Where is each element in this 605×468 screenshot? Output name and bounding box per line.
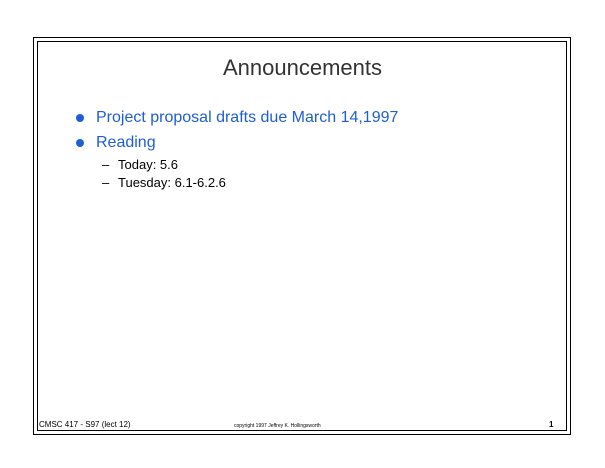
bullet-item-reading (76, 132, 398, 192)
footer-copyright: copyright 1997 Jeffrey K. Hollingsworth (234, 423, 321, 429)
bullet-list (76, 107, 398, 192)
bullet-text: Project proposal drafts due March 14,1997 (96, 109, 399, 126)
bullet-text: Reading (96, 134, 156, 151)
subitem-list (96, 156, 398, 192)
slide-title: Announcements (223, 55, 382, 80)
bullet-item-project (76, 107, 398, 129)
footer-course: CMSC 417 - S97 (lect 12) (39, 420, 131, 429)
slide-frame-inner (37, 41, 567, 431)
subitem-tuesday (96, 174, 398, 192)
subitem-text: Tuesday: 6.1-6.2.6 (118, 175, 226, 190)
dash-icon: – (102, 157, 110, 172)
dash-icon: – (102, 175, 110, 190)
subitem-text: Today: 5.6 (118, 157, 178, 172)
bullet-dot-icon (76, 139, 84, 147)
subitem-today (96, 156, 398, 174)
bullet-dot-icon (76, 114, 84, 122)
page-number: 1 (549, 420, 554, 429)
